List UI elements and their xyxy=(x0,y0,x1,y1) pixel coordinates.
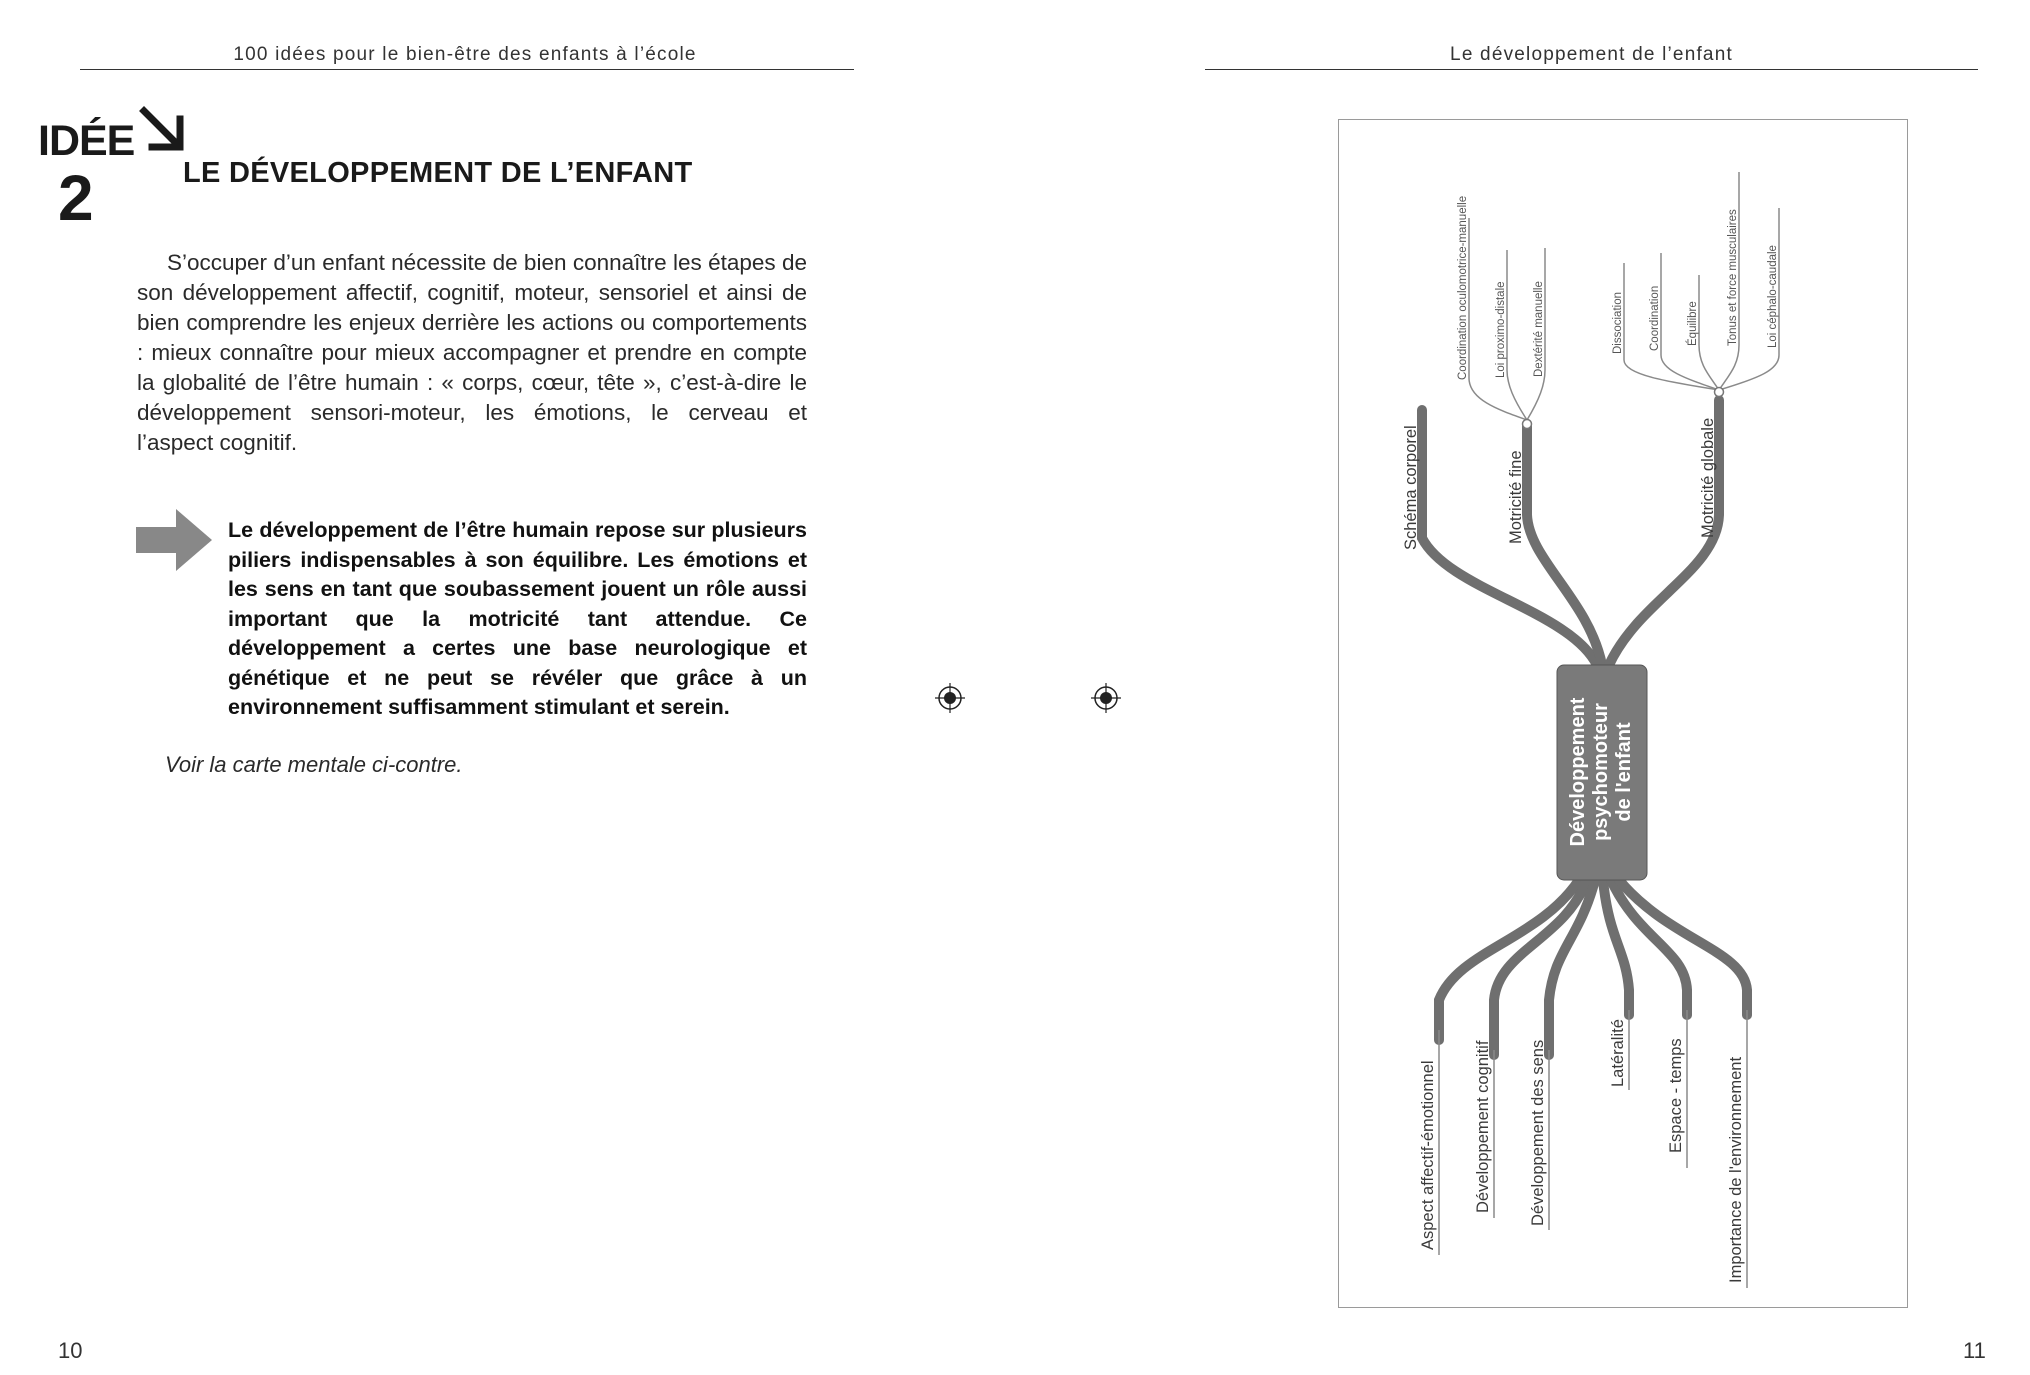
header-rule-left xyxy=(80,69,854,70)
registration-mark-icon xyxy=(935,683,965,713)
leaf-label: Loi céphalo-caudale xyxy=(1767,245,1779,348)
branch-label-cognitif: Développement cognitif xyxy=(1474,1040,1492,1213)
branch-label-motricite-globale: Motricité globale xyxy=(1699,417,1717,538)
leaf-label: Coordination oculomotrice-manuelle xyxy=(1457,195,1469,380)
idea-number: 2 xyxy=(58,162,94,234)
page-number-left: 10 xyxy=(58,1338,83,1363)
registration-mark-icon xyxy=(1091,683,1121,713)
leaf-connector xyxy=(1507,250,1527,420)
mind-map-frame xyxy=(1338,119,1908,1308)
running-head-left: 100 idées pour le bien-être des enfants à l’école xyxy=(233,44,697,65)
right-page xyxy=(1015,0,2030,1375)
right-arrow-icon xyxy=(136,509,212,571)
leaf-label: Équilibre xyxy=(1687,301,1699,346)
center-label-line-3: de l'enfant xyxy=(1613,722,1635,822)
branch-label-affectif: Aspect affectif-émotionnel xyxy=(1419,1060,1437,1250)
see-also-note: Voir la carte mentale ci-contre. xyxy=(165,752,463,777)
intro-paragraph: S’occuper d’un enfant nécessite de bien connaître les étapes de son développement affectif, cognitif, moteur, sensoriel et ainsi de bien comprendre les enjeux derrière les actions ou comportements : mieux connaître pour mieux accompagner et prendre en compte la globalité de l’être humain : « corps, cœur, tête », c’est-à-dire le développement sensori-moteur, les émotions, le cerveau et l’aspect cognitif. xyxy=(137,250,807,455)
leaf-label: Dissociation xyxy=(1612,292,1624,354)
branch-label-environnement: Importance de l'environnement xyxy=(1727,1056,1745,1283)
junction-dot xyxy=(1715,388,1724,397)
down-right-arrow-icon xyxy=(138,105,186,155)
branch-label-espace-temps: Espace - temps xyxy=(1667,1038,1685,1153)
header-rule-right xyxy=(1205,69,1978,70)
leaf-label: Loi proximo-distale xyxy=(1495,281,1507,378)
leaf-connector xyxy=(1699,275,1719,390)
key-point-paragraph: Le développement de l’être humain repose sur plusieurs piliers indispensables à son équilibre. Les émotions et les sens en tant que soubassement jouent un rôle aussi important que la motricité tant attendue. Ce développement a certes une base neurologique et génétique et ne peut se révéler que grâce à un environnement suffisamment stimulant et serein. xyxy=(228,518,807,719)
running-head-right: Le développement de l’enfant xyxy=(1450,44,1733,65)
branch-label-motricite-fine: Motricité fine xyxy=(1507,450,1525,544)
mind-map-diagram xyxy=(1339,120,1909,1309)
center-label-line-2: psychomoteur xyxy=(1590,703,1612,841)
center-label-line-1: Développement xyxy=(1567,697,1589,847)
branch-label-lateralite: Latéralité xyxy=(1609,1019,1627,1087)
idea-label: IDÉE xyxy=(38,117,135,165)
junction-dot xyxy=(1523,420,1532,429)
branch-connector xyxy=(1494,880,1587,1055)
leaf-label: Coordination xyxy=(1649,285,1661,351)
page-title: LE DÉVELOPPEMENT DE L’ENFANT xyxy=(183,157,693,189)
branch-label-sens: Développement des sens xyxy=(1529,1039,1547,1226)
leaf-label: Tonus et force musculaires xyxy=(1727,209,1739,346)
branch-label-schema-corporel: Schéma corporel xyxy=(1402,425,1420,550)
leaf-label: Dextérité manuelle xyxy=(1533,281,1545,377)
page-number-right: 11 xyxy=(1963,1338,1986,1363)
